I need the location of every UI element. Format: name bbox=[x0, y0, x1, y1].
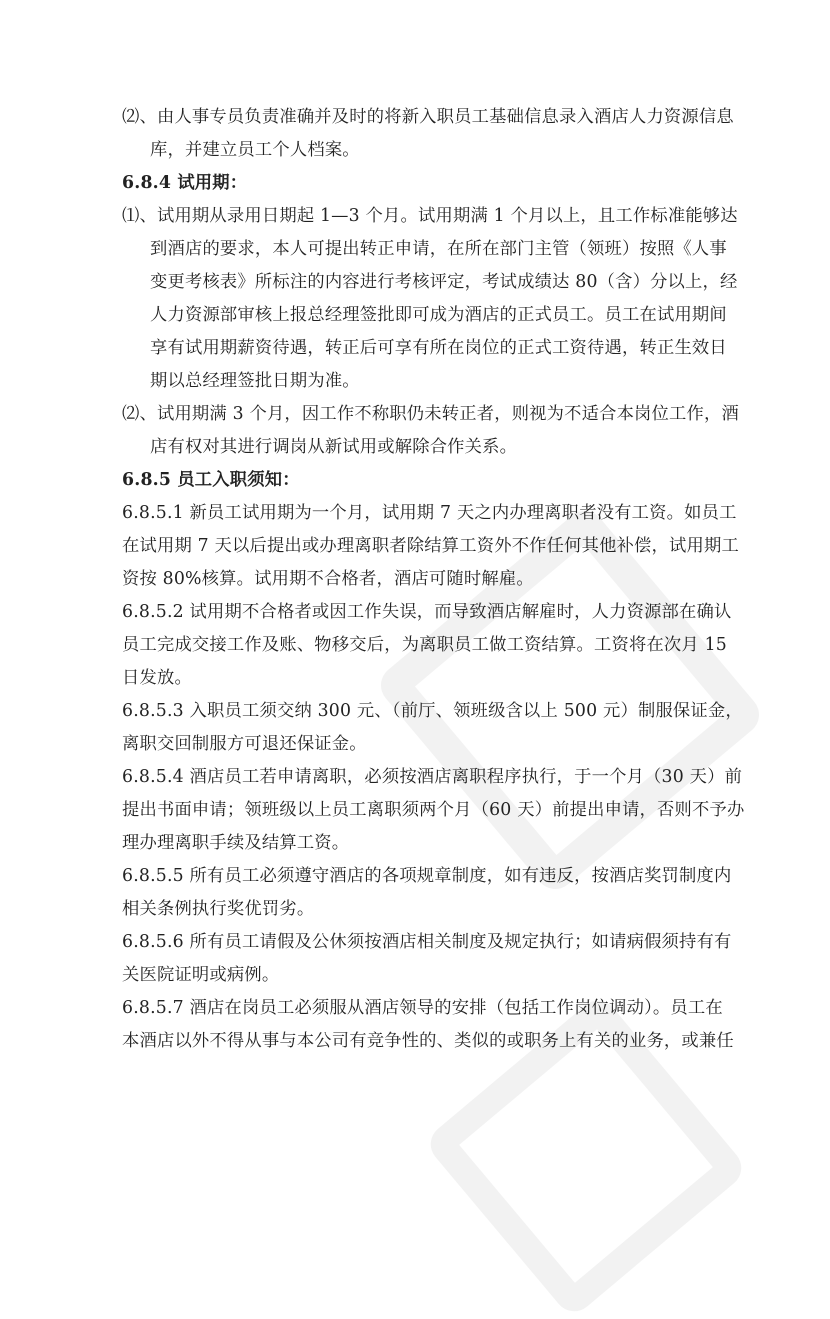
text-line: 6.8.5.3 入职员工须交纳 300 元、（前厅、领班级含以上 500 元）制服保证金， bbox=[122, 701, 743, 721]
numbered-item bbox=[122, 101, 734, 167]
numbered-item bbox=[122, 200, 738, 398]
text-line: 店有权对其进行调岗从新试用或解除合作关系。 bbox=[150, 437, 518, 457]
clause-paragraph bbox=[122, 860, 732, 926]
clause-paragraph bbox=[122, 497, 739, 596]
text-line: 期以总经理签批日期为准。 bbox=[150, 371, 360, 391]
text-line: 6.8.5.2 试用期不合格者或因工作失误，而导致酒店解雇时，人力资源部在确认 bbox=[122, 602, 732, 622]
clause-paragraph bbox=[122, 695, 743, 761]
text-line: 相关条例执行奖优罚劣。 bbox=[122, 899, 315, 919]
text-line: ⑵、由人事专员负责准确并及时的将新入职员工基础信息录入酒店人力资源信息 bbox=[122, 107, 734, 127]
text-line: 变更考核表》所标注的内容进行考核评定，考试成绩达 80（含）分以上，经 bbox=[150, 272, 738, 292]
text-line: 本酒店以外不得从事与本公司有竞争性的、类似的或职务上有关的业务，或兼任 bbox=[122, 1031, 734, 1051]
text-line: 6.8.5.5 所有员工必须遵守酒店的各项规章制度，如有违反，按酒店奖罚制度内 bbox=[122, 866, 732, 886]
text-line: 到酒店的要求，本人可提出转正申请，在所在部门主管（领班）按照《人事 bbox=[150, 239, 727, 259]
text-line: 人力资源部审核上报总经理签批即可成为酒店的正式员工。员工在试用期间 bbox=[150, 305, 727, 325]
text-line: 6.8.5.6 所有员工请假及公休须按酒店相关制度及规定执行；如请病假须持有有 bbox=[122, 932, 732, 952]
text-line: 6.8.5.7 酒店在岗员工必须服从酒店领导的安排（包括工作岗位调动）。员工在 bbox=[122, 998, 723, 1018]
clause-paragraph bbox=[122, 926, 732, 992]
text-line: ⑴、试用期从录用日期起 1—3 个月。试用期满 1 个月以上，且工作标准能够达 bbox=[122, 206, 738, 226]
numbered-item bbox=[122, 398, 739, 464]
text-line: 关医院证明或病例。 bbox=[122, 965, 280, 985]
text-line: 6.8.5.1 新员工试用期为一个月，试用期 7 天之内办理离职者没有工资。如员工 bbox=[122, 503, 737, 523]
text-line: 6.8.5.4 酒店员工若申请离职，必须按酒店离职程序执行，于一个月（30 天）前 bbox=[122, 767, 743, 787]
section-heading bbox=[122, 464, 702, 497]
clause-paragraph bbox=[122, 992, 734, 1058]
text-line: 员工完成交接工作及账、物移交后，为离职员工做工资结算。工资将在次月 15 bbox=[122, 635, 727, 655]
clause-paragraph bbox=[122, 761, 745, 860]
text-line: 6.8.4 试用期： bbox=[122, 173, 248, 193]
text-line: 享有试用期薪资待遇，转正后可享有所在岗位的正式工资待遇，转正生效日 bbox=[150, 338, 727, 358]
text-line: 资按 80%核算。试用期不合格者，酒店可随时解雇。 bbox=[122, 569, 534, 589]
text-line: 提出书面申请；领班级以上员工离职须两个月（60 天）前提出申请，否则不予办 bbox=[122, 800, 745, 820]
clause-paragraph bbox=[122, 596, 732, 695]
text-line: 离职交回制服方可退还保证金。 bbox=[122, 734, 367, 754]
text-line: 6.8.5 员工入职须知： bbox=[122, 470, 300, 490]
document-body bbox=[122, 101, 745, 1058]
section-heading bbox=[122, 167, 702, 200]
text-line: 库，并建立员工个人档案。 bbox=[150, 140, 360, 160]
text-line: ⑵、试用期满 3 个月，因工作不称职仍未转正者，则视为不适合本岗位工作，酒 bbox=[122, 404, 739, 424]
text-line: 理办理离职手续及结算工资。 bbox=[122, 833, 350, 853]
text-line: 日发放。 bbox=[122, 668, 192, 688]
text-line: 在试用期 7 天以后提出或办理离职者除结算工资外不作任何其他补偿，试用期工 bbox=[122, 536, 739, 556]
